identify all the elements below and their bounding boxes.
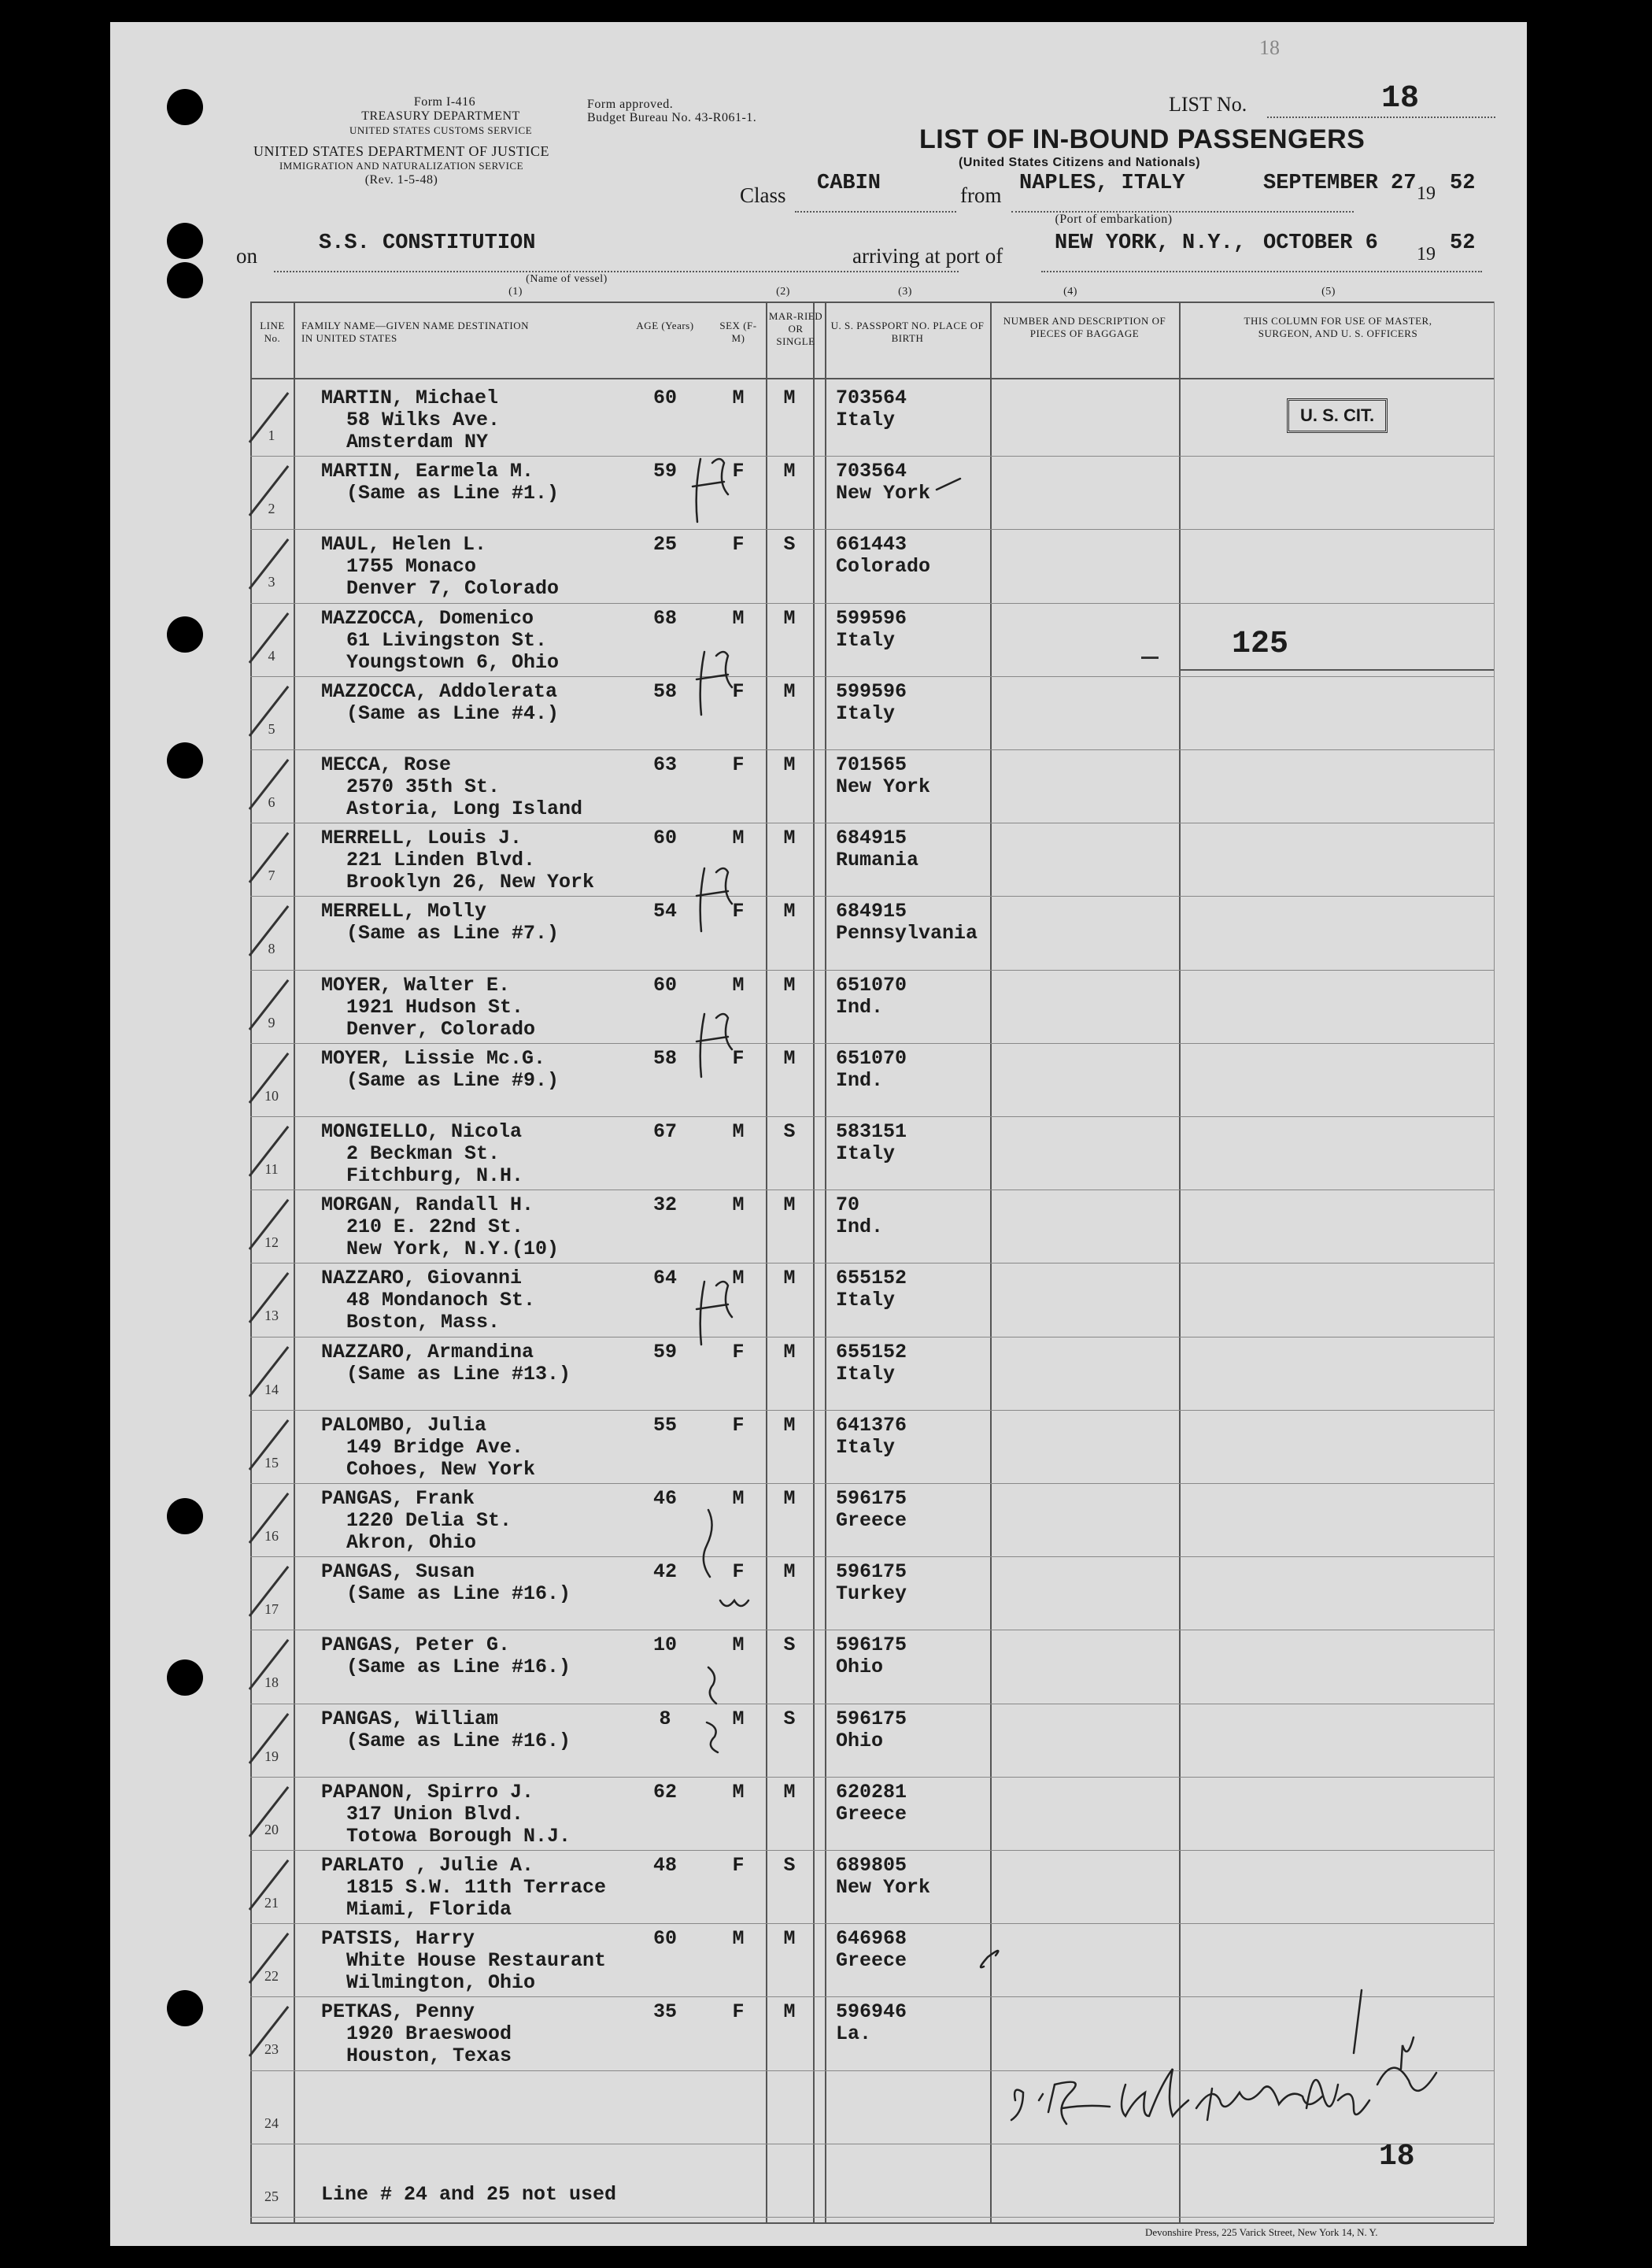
place-of-birth: Greece (836, 1949, 907, 1973)
footer-note: Line # 24 and 25 not used (321, 2183, 617, 2206)
passenger-sex: M (732, 606, 745, 630)
passenger-address-2: Wilmington, Ohio (346, 1971, 536, 1995)
passenger-name: PATSIS, Harry (321, 1927, 475, 1951)
passenger-sex: F (732, 753, 745, 776)
passenger-age: 25 (652, 533, 677, 557)
line-number: 2 (268, 501, 275, 517)
passenger-age: 67 (652, 1120, 677, 1143)
year-1: 52 (1450, 172, 1476, 195)
passenger-age: 62 (652, 1780, 677, 1804)
passenger-name: MAUL, Helen L. (321, 533, 487, 557)
passenger-marital-status: M (783, 753, 796, 776)
passenger-marital-status: M (783, 1046, 796, 1070)
on-label: on (236, 244, 257, 268)
passenger-marital-status: M (783, 460, 796, 483)
justice-dept: UNITED STATES DEPARTMENT OF JUSTICE (253, 143, 549, 159)
place-of-birth: Italy (836, 409, 896, 431)
passport-number: 599596 (836, 606, 907, 630)
passenger-sex: M (732, 1487, 745, 1510)
passenger-name: PALOMBO, Julia (321, 1413, 487, 1437)
col-num-4: (4) (1063, 286, 1077, 298)
passport-number: 684915 (836, 827, 907, 850)
passenger-sex: M (732, 1267, 745, 1290)
passenger-address-1: 317 Union Blvd. (346, 1802, 524, 1826)
passenger-address-2: New York, N.Y.(10) (346, 1238, 560, 1261)
line-number: 22 (264, 1968, 279, 1985)
passenger-address-1: 48 Mondanoch St. (346, 1289, 536, 1312)
passenger-sex: F (732, 1340, 745, 1363)
passenger-age: 48 (652, 1854, 677, 1877)
passenger-name: NAZZARO, Armandina (321, 1340, 534, 1363)
passport-number: 599596 (836, 679, 907, 703)
passenger-sex: M (732, 1780, 745, 1804)
page-title: LIST OF IN-BOUND PASSENGERS (919, 124, 1366, 154)
passenger-marital-status: M (783, 1267, 796, 1290)
passenger-name: NAZZARO, Giovanni (321, 1267, 523, 1290)
year-prefix-1: 19 (1417, 183, 1436, 204)
passenger-address-1: (Same as Line #7.) (346, 922, 560, 945)
passenger-name: MOYER, Lissie Mc.G. (321, 1046, 546, 1070)
place-of-birth: Ohio (836, 1656, 884, 1679)
line-number: 12 (264, 1234, 279, 1251)
passenger-sex: M (732, 1193, 745, 1217)
form-approved: Form approved. (587, 98, 674, 111)
passenger-age: 63 (652, 753, 677, 776)
passenger-age: 60 (652, 387, 677, 409)
passenger-name: MONGIELLO, Nicola (321, 1120, 523, 1143)
passport-number: 703564 (836, 387, 907, 409)
passport-number: 641376 (836, 1413, 907, 1437)
passenger-age: 8 (659, 1707, 671, 1730)
place-of-birth: Ind. (836, 995, 884, 1019)
passenger-marital-status: M (783, 1927, 796, 1951)
passenger-name: MERRELL, Louis J. (321, 827, 523, 850)
line-number: 23 (264, 2041, 279, 2058)
arriving-label: arriving at port of (852, 244, 1003, 268)
line-number: 21 (264, 1895, 279, 1911)
passenger-name: PETKAS, Penny (321, 2000, 475, 2024)
place-of-birth: New York (836, 1876, 931, 1899)
passenger-sex: M (732, 1927, 745, 1951)
passenger-marital-status: M (783, 387, 796, 409)
passenger-sex: F (732, 1854, 745, 1877)
passenger-sex: M (732, 973, 745, 997)
line-number: 3 (268, 574, 275, 590)
place-of-birth: Italy (836, 701, 896, 725)
passport-number: 689805 (836, 1854, 907, 1877)
passport-number: 620281 (836, 1780, 907, 1804)
passport-number: 596946 (836, 2000, 907, 2024)
vessel-caption: (Name of vessel) (526, 273, 608, 285)
passenger-address-1: 2 Beckman St. (346, 1142, 501, 1165)
passenger-name: MERRELL, Molly (321, 900, 487, 923)
passenger-address-1: (Same as Line #16.) (346, 1729, 571, 1752)
passenger-name: PANGAS, Peter G. (321, 1633, 511, 1657)
header-sex: SEX (F-M) (719, 320, 757, 344)
passenger-address-2: Youngstown 6, Ohio (346, 650, 560, 674)
year-2: 52 (1450, 231, 1476, 255)
passenger-name: MECCA, Rose (321, 753, 452, 776)
line-number: 8 (268, 941, 275, 957)
passenger-age: 59 (652, 460, 677, 483)
passport-number: 596175 (836, 1633, 907, 1657)
passenger-address-1: 1220 Delia St. (346, 1509, 512, 1532)
passport-number: 596175 (836, 1707, 907, 1730)
passenger-marital-status: M (783, 1487, 796, 1510)
passenger-address-1: (Same as Line #9.) (346, 1068, 560, 1092)
year-prefix-2: 19 (1417, 244, 1436, 265)
passenger-address-2: Boston, Mass. (346, 1311, 501, 1334)
passenger-sex: M (732, 827, 745, 850)
passenger-age: 35 (652, 2000, 677, 2024)
passenger-address-2: Denver, Colorado (346, 1017, 536, 1041)
place-of-birth: Ind. (836, 1215, 884, 1239)
passenger-age: 60 (652, 1927, 677, 1951)
passenger-address-1: (Same as Line #16.) (346, 1582, 571, 1606)
passenger-marital-status: S (783, 1120, 796, 1143)
passenger-marital-status: M (783, 1413, 796, 1437)
from-value: NAPLES, ITALY (1019, 172, 1185, 195)
passenger-name: MOYER, Walter E. (321, 973, 511, 997)
customs-service: UNITED STATES CUSTOMS SERVICE (349, 124, 533, 136)
passenger-address-1: (Same as Line #13.) (346, 1362, 571, 1386)
passport-number: 596175 (836, 1487, 907, 1510)
passenger-address-1: 2570 35th St. (346, 775, 501, 798)
passport-number: 655152 (836, 1340, 907, 1363)
vessel-name: S.S. CONSTITUTION (319, 231, 536, 255)
budget-bureau: Budget Bureau No. 43-R061-1. (587, 111, 757, 124)
place-of-birth: Italy (836, 1435, 896, 1459)
passenger-age: 55 (652, 1413, 677, 1437)
passport-number: 583151 (836, 1120, 907, 1143)
passenger-name: MAZZOCCA, Domenico (321, 606, 534, 630)
passenger-sex: F (732, 1560, 745, 1584)
line-number: 7 (268, 868, 275, 884)
passenger-address-2: Cohoes, New York (346, 1457, 536, 1481)
line-number: 14 (264, 1381, 279, 1397)
passenger-marital-status: M (783, 973, 796, 997)
class-value: CABIN (817, 172, 881, 195)
line-number: 20 (264, 1821, 279, 1837)
line-number: 17 (264, 1601, 279, 1618)
line-number: 25 (264, 2188, 279, 2204)
passenger-address-2: Akron, Ohio (346, 1531, 477, 1554)
passenger-address-1: 58 Wilks Ave. (346, 409, 501, 431)
passenger-sex: F (732, 900, 745, 923)
passenger-address-1: White House Restaurant (346, 1949, 607, 1973)
passenger-age: 60 (652, 827, 677, 850)
passenger-address-1: 1755 Monaco (346, 555, 477, 579)
line-number: 9 (268, 1014, 275, 1030)
from-label: from (960, 183, 1002, 207)
passenger-address-2: Fitchburg, N.H. (346, 1164, 524, 1187)
place-of-birth: New York (836, 775, 931, 798)
place-of-birth: La. (836, 2022, 872, 2046)
passenger-name: MORGAN, Randall H. (321, 1193, 534, 1217)
passenger-address-1: 1921 Hudson St. (346, 995, 524, 1019)
passenger-address-2: Astoria, Long Island (346, 797, 583, 820)
line-number: 19 (264, 1748, 279, 1764)
us-citizen-stamp: U. S. CIT. (1287, 398, 1388, 433)
passenger-address-1: 61 Livingston St. (346, 628, 548, 652)
col-num-3: (3) (898, 286, 912, 298)
passenger-address-1: (Same as Line #1.) (346, 482, 560, 505)
passenger-marital-status: M (783, 827, 796, 850)
passenger-age: 10 (652, 1633, 677, 1657)
passenger-age: 54 (652, 900, 677, 923)
passport-number: 651070 (836, 973, 907, 997)
depart-date: SEPTEMBER 27 (1263, 172, 1417, 195)
line-number: 16 (264, 1528, 279, 1544)
line-number: 11 (264, 1161, 279, 1177)
baggage-count: 125 (1232, 627, 1289, 662)
col-num-2: (2) (776, 286, 790, 298)
passenger-age: 58 (652, 679, 677, 703)
header-age: AGE (Years) (636, 320, 694, 331)
passport-number: 70 (836, 1193, 860, 1217)
header-baggage: NUMBER AND DESCRIPTION OF PIECES OF BAGGAGE (1003, 315, 1166, 339)
header-married: MAR-RIED OR SINGLE (768, 310, 823, 347)
form-revision: (Rev. 1-5-48) (364, 173, 438, 187)
passport-number: 661443 (836, 533, 907, 557)
treasury-dept: TREASURY DEPARTMENT (361, 109, 520, 123)
passenger-sex: M (732, 1120, 745, 1143)
passenger-marital-status: M (783, 900, 796, 923)
passenger-marital-status: M (783, 679, 796, 703)
passport-number: 703564 (836, 460, 907, 483)
passenger-sex: F (732, 679, 745, 703)
passenger-marital-status: M (783, 606, 796, 630)
passenger-address-1: (Same as Line #16.) (346, 1656, 571, 1679)
passport-number: 684915 (836, 900, 907, 923)
passenger-name: MAZZOCCA, Addolerata (321, 679, 558, 703)
passenger-age: 68 (652, 606, 677, 630)
ins-service: IMMIGRATION AND NATURALIZATION SERVICE (279, 160, 524, 172)
passenger-name: PANGAS, William (321, 1707, 499, 1730)
passenger-sex: F (732, 1413, 745, 1437)
place-of-birth: Ind. (836, 1068, 884, 1092)
place-of-birth: Pennsylvania (836, 922, 978, 945)
place-of-birth: Rumania (836, 849, 919, 872)
passenger-age: 64 (652, 1267, 677, 1290)
passenger-marital-status: S (783, 1854, 796, 1877)
passenger-marital-status: S (783, 533, 796, 557)
line-number: 10 (264, 1087, 279, 1104)
passenger-sex: F (732, 2000, 745, 2024)
passenger-address-2: Houston, Texas (346, 2044, 512, 2068)
passenger-name: PANGAS, Frank (321, 1487, 475, 1510)
arrival-port: NEW YORK, N.Y., (1055, 231, 1247, 255)
place-of-birth: Italy (836, 1289, 896, 1312)
place-of-birth: Ohio (836, 1729, 884, 1752)
place-of-birth: Greece (836, 1802, 907, 1826)
passenger-sex: F (732, 1046, 745, 1070)
list-number: 18 (1381, 81, 1420, 117)
passenger-address-2: Miami, Florida (346, 1898, 512, 1921)
line-number: 15 (264, 1454, 279, 1471)
passenger-name: MARTIN, Earmela M. (321, 460, 534, 483)
passenger-marital-status: M (783, 1560, 796, 1584)
passenger-name: PANGAS, Susan (321, 1560, 475, 1584)
col-num-1: (1) (508, 286, 523, 298)
passenger-age: 59 (652, 1340, 677, 1363)
passport-number: 596175 (836, 1560, 907, 1584)
place-of-birth: Turkey (836, 1582, 907, 1606)
place-of-birth: Colorado (836, 555, 931, 579)
bottom-number: 18 (1379, 2140, 1415, 2174)
passenger-name: PARLATO , Julie A. (321, 1854, 534, 1877)
handwritten-marks (110, 22, 1527, 2246)
passenger-marital-status: M (783, 2000, 796, 2024)
passenger-address-2: Denver 7, Colorado (346, 577, 560, 601)
passport-number: 651070 (836, 1046, 907, 1070)
line-number: 4 (268, 647, 275, 664)
passenger-marital-status: S (783, 1633, 796, 1657)
passenger-sex: M (732, 1707, 745, 1730)
passenger-sex: M (732, 387, 745, 409)
passenger-address-2: Brooklyn 26, New York (346, 871, 595, 894)
passenger-address-1: 221 Linden Blvd. (346, 849, 536, 872)
page-subtitle: (United States Citizens and Nationals) (959, 156, 1201, 169)
port-embark-caption: (Port of embarkation) (1055, 213, 1173, 226)
passenger-age: 60 (652, 973, 677, 997)
passenger-marital-status: M (783, 1780, 796, 1804)
passenger-name: PAPANON, Spirro J. (321, 1780, 534, 1804)
place-of-birth: Italy (836, 1142, 896, 1165)
manifest-sheet (110, 22, 1527, 2246)
passenger-age: 42 (652, 1560, 677, 1584)
place-of-birth: Italy (836, 628, 896, 652)
line-number: 13 (264, 1308, 279, 1324)
passenger-age: 58 (652, 1046, 677, 1070)
passenger-age: 46 (652, 1487, 677, 1510)
form-number: Form I-416 (413, 95, 476, 109)
line-number: 6 (268, 794, 275, 810)
header-name: FAMILY NAME—GIVEN NAME DESTINATION IN UNITED STATES (301, 320, 530, 344)
passenger-marital-status: M (783, 1193, 796, 1217)
passenger-marital-status: M (783, 1340, 796, 1363)
place-of-birth: Italy (836, 1362, 896, 1386)
line-number: 24 (264, 2114, 279, 2131)
passenger-sex: M (732, 1633, 745, 1657)
passenger-name: MARTIN, Michael (321, 387, 499, 409)
col-num-5: (5) (1321, 286, 1336, 298)
header-officers: THIS COLUMN FOR USE OF MASTER, SURGEON, AND U. S. OFFICERS (1244, 315, 1432, 339)
class-label: Class (740, 183, 786, 207)
passenger-sex: F (732, 460, 745, 483)
passport-number: 646968 (836, 1927, 907, 1951)
passenger-address-1: 149 Bridge Ave. (346, 1435, 524, 1459)
passenger-address-1: 1920 Braeswood (346, 2022, 512, 2046)
line-number: 5 (268, 720, 275, 737)
header-passport: U. S. PASSPORT NO. PLACE OF BIRTH (830, 320, 985, 344)
passport-number: 655152 (836, 1267, 907, 1290)
passenger-address-1: 1815 S.W. 11th Terrace (346, 1876, 607, 1899)
passport-number: 701565 (836, 753, 907, 776)
passenger-address-1: 210 E. 22nd St. (346, 1215, 524, 1239)
list-number-label: LIST No. (1169, 93, 1247, 116)
arrival-date: OCTOBER 6 (1263, 231, 1378, 255)
corner-note: 18 (1259, 36, 1280, 59)
header-line: LINE No. (260, 320, 285, 344)
place-of-birth: Greece (836, 1509, 907, 1532)
passenger-address-2: Totowa Borough N.J. (346, 1824, 571, 1848)
line-number: 18 (264, 1674, 279, 1691)
place-of-birth: New York (836, 482, 931, 505)
passenger-age: 32 (652, 1193, 677, 1217)
passenger-address-1: (Same as Line #4.) (346, 701, 560, 725)
passenger-address-2: Amsterdam NY (346, 431, 489, 453)
passenger-sex: F (732, 533, 745, 557)
line-number: 1 (268, 427, 275, 443)
printer-imprint: Devonshire Press, 225 Varick Street, New York 14, N. Y. (1145, 2226, 1378, 2238)
passenger-marital-status: S (783, 1707, 796, 1730)
